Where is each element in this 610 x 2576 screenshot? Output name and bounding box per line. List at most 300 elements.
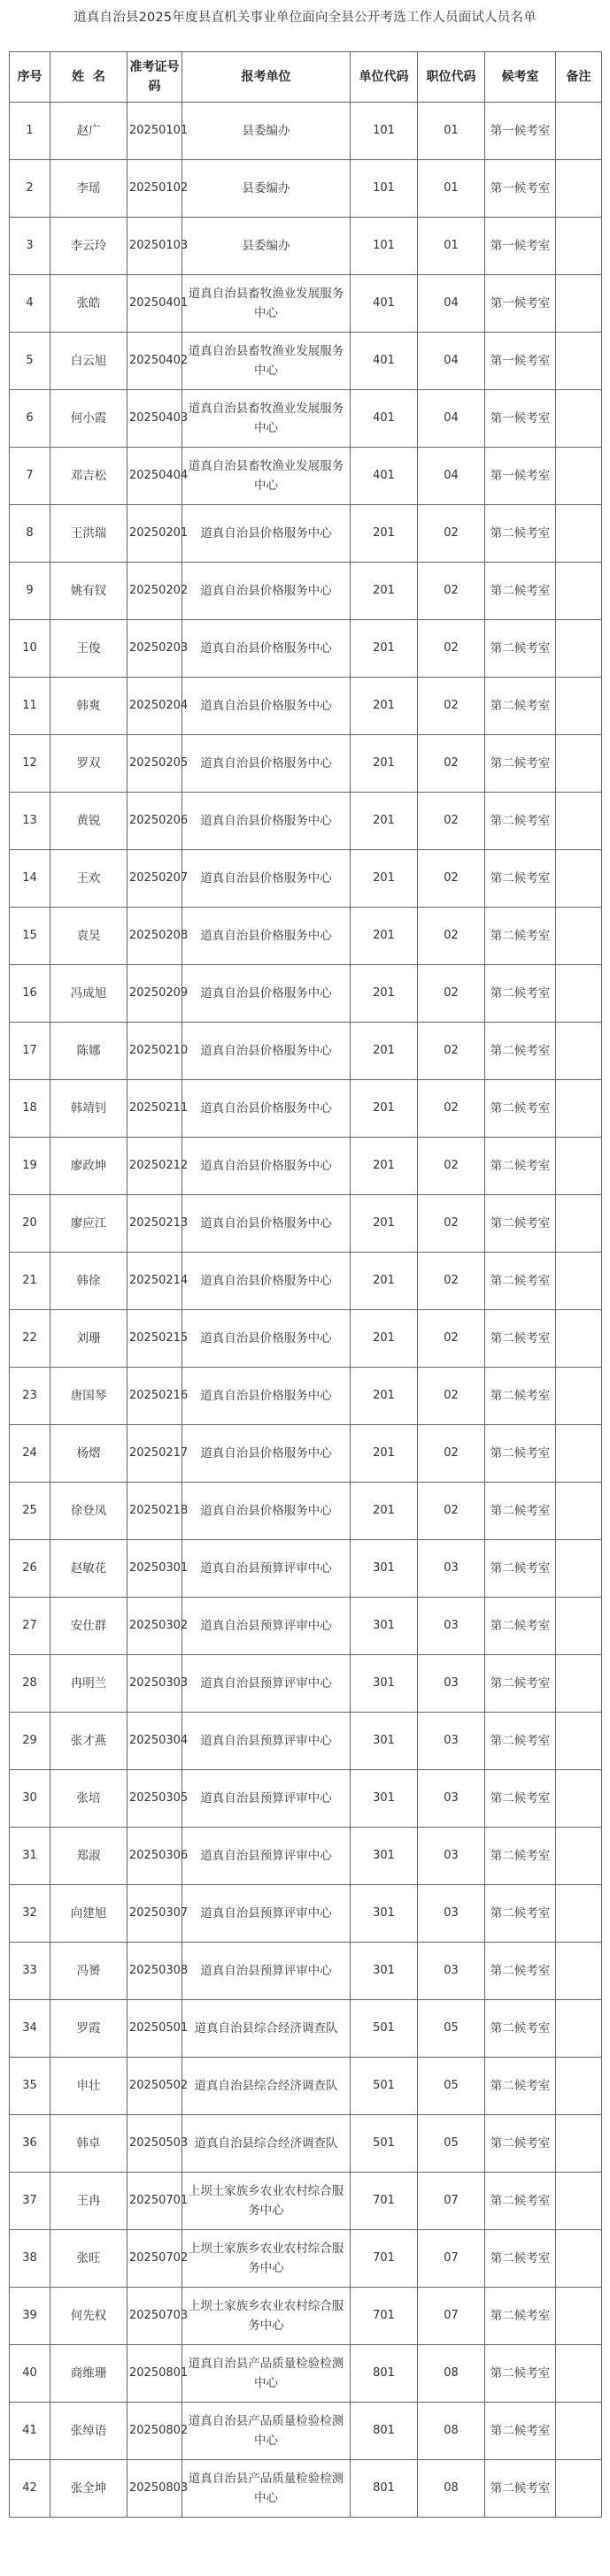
cell-position-code: 03 — [418, 1770, 485, 1828]
cell-remarks — [556, 965, 602, 1023]
cell-unit-code: 201 — [351, 793, 418, 850]
page-title: 道真自治县2025年度县直机关事业单位面向全县公开考选工作人员面试人员名单 — [73, 11, 537, 25]
cell-waiting-room: 第二候考室 — [485, 2403, 556, 2460]
cell-name: 张才燕 — [50, 1713, 127, 1770]
cell-exam-number: 20250102 — [127, 160, 182, 218]
cell-serial: 22 — [10, 1310, 50, 1368]
cell-unit-code: 401 — [351, 448, 418, 505]
cell-remarks — [556, 1828, 602, 1885]
cell-applied-unit: 道真自治县产品质量检验检测中心 — [182, 2345, 351, 2403]
cell-name: 韩徐 — [50, 1253, 127, 1310]
cell-name: 邓吉松 — [50, 448, 127, 505]
table-row — [10, 1655, 602, 1713]
cell-serial: 39 — [10, 2288, 50, 2345]
cell-remarks — [556, 1655, 602, 1713]
cell-applied-unit: 道真自治县价格服务中心 — [182, 505, 351, 563]
cell-waiting-room: 第一候考室 — [485, 448, 556, 505]
cell-applied-unit: 道真自治县价格服务中心 — [182, 1483, 351, 1540]
cell-position-code: 02 — [418, 1023, 485, 1080]
cell-remarks — [556, 1713, 602, 1770]
cell-name: 罗双 — [50, 735, 127, 793]
cell-remarks — [556, 2000, 602, 2058]
table-row — [10, 620, 602, 678]
cell-waiting-room: 第二候考室 — [485, 1023, 556, 1080]
table-row — [10, 793, 602, 850]
cell-serial: 15 — [10, 908, 50, 965]
cell-position-code: 02 — [418, 1425, 485, 1483]
cell-applied-unit: 道真自治县价格服务中心 — [182, 1253, 351, 1310]
cell-remarks — [556, 2403, 602, 2460]
cell-position-code: 07 — [418, 2173, 485, 2230]
cell-position-code: 04 — [418, 275, 485, 333]
cell-applied-unit: 道真自治县价格服务中心 — [182, 1425, 351, 1483]
cell-waiting-room: 第二候考室 — [485, 1080, 556, 1138]
table-row — [10, 275, 602, 333]
cell-serial: 20 — [10, 1195, 50, 1253]
cell-position-code: 07 — [418, 2288, 485, 2345]
cell-exam-number: 20250303 — [127, 1655, 182, 1713]
table-row — [10, 2058, 602, 2115]
cell-serial: 38 — [10, 2230, 50, 2288]
table-row — [10, 2115, 602, 2173]
cell-unit-code: 101 — [351, 160, 418, 218]
cell-exam-number: 20250202 — [127, 563, 182, 620]
cell-remarks — [556, 505, 602, 563]
table-row — [10, 1310, 602, 1368]
cell-unit-code: 301 — [351, 1885, 418, 1943]
cell-exam-number: 20250218 — [127, 1483, 182, 1540]
cell-name: 刘珊 — [50, 1310, 127, 1368]
cell-serial: 29 — [10, 1713, 50, 1770]
cell-name: 王洪瑞 — [50, 505, 127, 563]
cell-unit-code: 301 — [351, 1540, 418, 1598]
cell-serial: 37 — [10, 2173, 50, 2230]
header-unit-code: 单位代码 — [351, 52, 418, 103]
header-waiting-room: 候考室 — [485, 52, 556, 103]
cell-serial: 25 — [10, 1483, 50, 1540]
cell-serial: 33 — [10, 1943, 50, 2000]
cell-unit-code: 201 — [351, 1080, 418, 1138]
cell-position-code: 03 — [418, 1943, 485, 2000]
cell-waiting-room: 第二候考室 — [485, 2288, 556, 2345]
cell-unit-code: 201 — [351, 563, 418, 620]
cell-applied-unit: 道真自治县价格服务中心 — [182, 735, 351, 793]
cell-waiting-room: 第一候考室 — [485, 275, 556, 333]
cell-applied-unit: 道真自治县价格服务中心 — [182, 850, 351, 908]
table-row — [10, 1943, 602, 2000]
cell-applied-unit: 道真自治县价格服务中心 — [182, 793, 351, 850]
cell-serial: 10 — [10, 620, 50, 678]
cell-name: 商维珊 — [50, 2345, 127, 2403]
cell-unit-code: 701 — [351, 2230, 418, 2288]
table-row — [10, 390, 602, 448]
cell-remarks — [556, 2115, 602, 2173]
cell-unit-code: 801 — [351, 2403, 418, 2460]
cell-name: 何小霞 — [50, 390, 127, 448]
cell-position-code: 03 — [418, 1885, 485, 1943]
cell-waiting-room: 第二候考室 — [485, 505, 556, 563]
cell-name: 廖应江 — [50, 1195, 127, 1253]
table-row — [10, 1483, 602, 1540]
cell-remarks — [556, 1023, 602, 1080]
cell-position-code: 08 — [418, 2345, 485, 2403]
cell-waiting-room: 第二候考室 — [485, 793, 556, 850]
interview-roster-table — [9, 51, 602, 2518]
cell-exam-number: 20250217 — [127, 1425, 182, 1483]
cell-position-code: 02 — [418, 965, 485, 1023]
cell-serial: 34 — [10, 2000, 50, 2058]
cell-waiting-room: 第二候考室 — [485, 965, 556, 1023]
cell-position-code: 04 — [418, 390, 485, 448]
cell-unit-code: 201 — [351, 908, 418, 965]
cell-exam-number: 20250305 — [127, 1770, 182, 1828]
cell-serial: 1 — [10, 103, 50, 160]
table-row — [10, 333, 602, 390]
cell-name: 张皓 — [50, 275, 127, 333]
cell-waiting-room: 第二候考室 — [485, 1253, 556, 1310]
cell-unit-code: 301 — [351, 1828, 418, 1885]
cell-name: 赵广 — [50, 103, 127, 160]
cell-applied-unit: 道真自治县价格服务中心 — [182, 1023, 351, 1080]
table-row — [10, 678, 602, 735]
cell-exam-number: 20250204 — [127, 678, 182, 735]
cell-applied-unit: 道真自治县价格服务中心 — [182, 908, 351, 965]
cell-serial: 24 — [10, 1425, 50, 1483]
table-header-row — [10, 52, 602, 103]
cell-waiting-room: 第二候考室 — [485, 563, 556, 620]
cell-remarks — [556, 1195, 602, 1253]
cell-waiting-room: 第二候考室 — [485, 2230, 556, 2288]
cell-unit-code: 201 — [351, 850, 418, 908]
cell-position-code: 03 — [418, 1828, 485, 1885]
cell-serial: 9 — [10, 563, 50, 620]
cell-remarks — [556, 850, 602, 908]
cell-remarks — [556, 1425, 602, 1483]
cell-serial: 26 — [10, 1540, 50, 1598]
cell-remarks — [556, 1368, 602, 1425]
cell-exam-number: 20250211 — [127, 1080, 182, 1138]
cell-position-code: 02 — [418, 1138, 485, 1195]
cell-serial: 23 — [10, 1368, 50, 1425]
cell-remarks — [556, 793, 602, 850]
cell-unit-code: 101 — [351, 103, 418, 160]
cell-serial: 5 — [10, 333, 50, 390]
cell-waiting-room: 第二候考室 — [485, 735, 556, 793]
cell-unit-code: 201 — [351, 1425, 418, 1483]
cell-unit-code: 801 — [351, 2460, 418, 2518]
table-row — [10, 448, 602, 505]
table-row — [10, 1713, 602, 1770]
table-row — [10, 1770, 602, 1828]
cell-position-code: 01 — [418, 160, 485, 218]
cell-unit-code: 101 — [351, 218, 418, 275]
cell-applied-unit: 道真自治县畜牧渔业发展服务中心 — [182, 390, 351, 448]
cell-name: 冯赟 — [50, 1943, 127, 2000]
cell-waiting-room: 第二候考室 — [485, 1713, 556, 1770]
cell-position-code: 03 — [418, 1598, 485, 1655]
table-row — [10, 735, 602, 793]
cell-position-code: 02 — [418, 505, 485, 563]
table-row — [10, 218, 602, 275]
cell-exam-number: 20250801 — [127, 2345, 182, 2403]
cell-name: 王欢 — [50, 850, 127, 908]
cell-remarks — [556, 333, 602, 390]
cell-exam-number: 20250207 — [127, 850, 182, 908]
cell-serial: 40 — [10, 2345, 50, 2403]
cell-name: 申壮 — [50, 2058, 127, 2115]
cell-remarks — [556, 2288, 602, 2345]
cell-remarks — [556, 563, 602, 620]
header-applied-unit: 报考单位 — [182, 52, 351, 103]
cell-applied-unit: 道真自治县综合经济调查队 — [182, 2115, 351, 2173]
cell-unit-code: 401 — [351, 390, 418, 448]
cell-exam-number: 20250703 — [127, 2288, 182, 2345]
cell-exam-number: 20250212 — [127, 1138, 182, 1195]
table-row — [10, 1368, 602, 1425]
table-row — [10, 1080, 602, 1138]
cell-exam-number: 20250203 — [127, 620, 182, 678]
cell-serial: 35 — [10, 2058, 50, 2115]
table-row — [10, 103, 602, 160]
cell-waiting-room: 第二候考室 — [485, 2000, 556, 2058]
cell-applied-unit: 道真自治县预算评审中心 — [182, 1770, 351, 1828]
cell-exam-number: 20250501 — [127, 2000, 182, 2058]
cell-remarks — [556, 1138, 602, 1195]
cell-remarks — [556, 1540, 602, 1598]
cell-exam-number: 20250210 — [127, 1023, 182, 1080]
cell-name: 黄锐 — [50, 793, 127, 850]
cell-serial: 13 — [10, 793, 50, 850]
cell-name: 袁昊 — [50, 908, 127, 965]
cell-exam-number: 20250209 — [127, 965, 182, 1023]
cell-name: 李瑶 — [50, 160, 127, 218]
cell-position-code: 02 — [418, 1368, 485, 1425]
cell-serial: 17 — [10, 1023, 50, 1080]
cell-exam-number: 20250215 — [127, 1310, 182, 1368]
cell-name: 冉明兰 — [50, 1655, 127, 1713]
cell-waiting-room: 第二候考室 — [485, 850, 556, 908]
cell-remarks — [556, 1885, 602, 1943]
cell-position-code: 02 — [418, 793, 485, 850]
cell-exam-number: 20250503 — [127, 2115, 182, 2173]
cell-waiting-room: 第二候考室 — [485, 2345, 556, 2403]
cell-exam-number: 20250201 — [127, 505, 182, 563]
cell-remarks — [556, 735, 602, 793]
cell-waiting-room: 第一候考室 — [485, 218, 556, 275]
cell-position-code: 08 — [418, 2403, 485, 2460]
cell-serial: 14 — [10, 850, 50, 908]
cell-serial: 16 — [10, 965, 50, 1023]
cell-unit-code: 301 — [351, 1598, 418, 1655]
table-row — [10, 505, 602, 563]
cell-applied-unit: 道真自治县价格服务中心 — [182, 965, 351, 1023]
cell-exam-number: 20250216 — [127, 1368, 182, 1425]
cell-unit-code: 201 — [351, 1483, 418, 1540]
cell-name: 何先权 — [50, 2288, 127, 2345]
header-name: 姓 名 — [50, 52, 127, 103]
cell-remarks — [556, 1483, 602, 1540]
cell-applied-unit: 上坝土家族乡农业农村综合服务中心 — [182, 2288, 351, 2345]
cell-unit-code: 401 — [351, 275, 418, 333]
cell-applied-unit: 道真自治县预算评审中心 — [182, 1540, 351, 1598]
table-row — [10, 2345, 602, 2403]
cell-exam-number: 20250208 — [127, 908, 182, 965]
cell-applied-unit: 道真自治县预算评审中心 — [182, 1885, 351, 1943]
cell-serial: 19 — [10, 1138, 50, 1195]
cell-remarks — [556, 1080, 602, 1138]
cell-name: 白云旭 — [50, 333, 127, 390]
cell-unit-code: 701 — [351, 2173, 418, 2230]
cell-waiting-room: 第二候考室 — [485, 1138, 556, 1195]
cell-exam-number: 20250701 — [127, 2173, 182, 2230]
cell-applied-unit: 道真自治县产品质量检验检测中心 — [182, 2460, 351, 2518]
cell-unit-code: 201 — [351, 620, 418, 678]
cell-exam-number: 20250802 — [127, 2403, 182, 2460]
cell-applied-unit: 道真自治县价格服务中心 — [182, 1138, 351, 1195]
cell-serial: 8 — [10, 505, 50, 563]
cell-serial: 32 — [10, 1885, 50, 1943]
cell-name: 郑淑 — [50, 1828, 127, 1885]
cell-exam-number: 20250306 — [127, 1828, 182, 1885]
cell-unit-code: 201 — [351, 965, 418, 1023]
cell-remarks — [556, 1770, 602, 1828]
cell-name: 韩卓 — [50, 2115, 127, 2173]
table-row — [10, 1023, 602, 1080]
cell-serial: 27 — [10, 1598, 50, 1655]
cell-waiting-room: 第二候考室 — [485, 620, 556, 678]
cell-remarks — [556, 103, 602, 160]
cell-exam-number: 20250404 — [127, 448, 182, 505]
cell-remarks — [556, 2460, 602, 2518]
cell-waiting-room: 第二候考室 — [485, 1310, 556, 1368]
cell-position-code: 03 — [418, 1655, 485, 1713]
cell-applied-unit: 上坝土家族乡农业农村综合服务中心 — [182, 2230, 351, 2288]
header-position-code: 职位代码 — [418, 52, 485, 103]
cell-unit-code: 301 — [351, 1943, 418, 2000]
cell-position-code: 04 — [418, 333, 485, 390]
cell-remarks — [556, 2345, 602, 2403]
cell-name: 唐国琴 — [50, 1368, 127, 1425]
cell-remarks — [556, 1943, 602, 2000]
cell-waiting-room: 第一候考室 — [485, 333, 556, 390]
cell-applied-unit: 道真自治县畜牧渔业发展服务中心 — [182, 333, 351, 390]
cell-applied-unit: 县委编办 — [182, 160, 351, 218]
cell-waiting-room: 第二候考室 — [485, 1828, 556, 1885]
cell-unit-code: 401 — [351, 333, 418, 390]
cell-name: 廖政坤 — [50, 1138, 127, 1195]
cell-waiting-room: 第二候考室 — [485, 908, 556, 965]
cell-unit-code: 201 — [351, 1253, 418, 1310]
cell-serial: 7 — [10, 448, 50, 505]
cell-serial: 6 — [10, 390, 50, 448]
cell-serial: 2 — [10, 160, 50, 218]
cell-remarks — [556, 160, 602, 218]
cell-name: 张绰语 — [50, 2403, 127, 2460]
cell-waiting-room: 第二候考室 — [485, 2115, 556, 2173]
cell-position-code: 01 — [418, 218, 485, 275]
cell-position-code: 02 — [418, 678, 485, 735]
cell-unit-code: 201 — [351, 505, 418, 563]
cell-name: 陈娜 — [50, 1023, 127, 1080]
cell-serial: 30 — [10, 1770, 50, 1828]
cell-waiting-room: 第二候考室 — [485, 2460, 556, 2518]
cell-unit-code: 701 — [351, 2288, 418, 2345]
table-row — [10, 1195, 602, 1253]
cell-applied-unit: 道真自治县价格服务中心 — [182, 620, 351, 678]
cell-waiting-room: 第二候考室 — [485, 1885, 556, 1943]
table-row — [10, 2173, 602, 2230]
cell-waiting-room: 第一候考室 — [485, 160, 556, 218]
cell-exam-number: 20250205 — [127, 735, 182, 793]
cell-waiting-room: 第二候考室 — [485, 1943, 556, 2000]
cell-applied-unit: 道真自治县价格服务中心 — [182, 1310, 351, 1368]
cell-waiting-room: 第二候考室 — [485, 2173, 556, 2230]
cell-remarks — [556, 390, 602, 448]
cell-unit-code: 201 — [351, 1368, 418, 1425]
cell-position-code: 02 — [418, 908, 485, 965]
cell-position-code: 02 — [418, 735, 485, 793]
cell-exam-number: 20250103 — [127, 218, 182, 275]
cell-unit-code: 201 — [351, 1195, 418, 1253]
cell-position-code: 02 — [418, 1253, 485, 1310]
cell-applied-unit: 道真自治县价格服务中心 — [182, 563, 351, 620]
cell-position-code: 04 — [418, 448, 485, 505]
cell-applied-unit: 道真自治县预算评审中心 — [182, 1713, 351, 1770]
cell-exam-number: 20250401 — [127, 275, 182, 333]
cell-waiting-room: 第二候考室 — [485, 1483, 556, 1540]
cell-exam-number: 20250702 — [127, 2230, 182, 2288]
cell-serial: 3 — [10, 218, 50, 275]
cell-remarks — [556, 218, 602, 275]
cell-position-code: 01 — [418, 103, 485, 160]
cell-position-code: 05 — [418, 2000, 485, 2058]
cell-applied-unit: 道真自治县预算评审中心 — [182, 1655, 351, 1713]
cell-unit-code: 301 — [351, 1770, 418, 1828]
header-remarks: 备注 — [556, 52, 602, 103]
table-row — [10, 2288, 602, 2345]
table-row — [10, 1540, 602, 1598]
header-serial: 序号 — [10, 52, 50, 103]
cell-remarks — [556, 2058, 602, 2115]
table-row — [10, 2230, 602, 2288]
cell-waiting-room: 第二候考室 — [485, 1598, 556, 1655]
cell-unit-code: 501 — [351, 2058, 418, 2115]
cell-exam-number: 20250403 — [127, 390, 182, 448]
table-row — [10, 1253, 602, 1310]
table-row — [10, 563, 602, 620]
table-row — [10, 2460, 602, 2518]
cell-name: 李云玲 — [50, 218, 127, 275]
cell-remarks — [556, 908, 602, 965]
table-row — [10, 965, 602, 1023]
cell-applied-unit: 道真自治县价格服务中心 — [182, 1195, 351, 1253]
cell-unit-code: 201 — [351, 678, 418, 735]
cell-position-code: 08 — [418, 2460, 485, 2518]
cell-remarks — [556, 2173, 602, 2230]
cell-waiting-room: 第二候考室 — [485, 678, 556, 735]
cell-position-code: 03 — [418, 1713, 485, 1770]
table-row — [10, 908, 602, 965]
cell-serial: 12 — [10, 735, 50, 793]
cell-exam-number: 20250304 — [127, 1713, 182, 1770]
cell-serial: 31 — [10, 1828, 50, 1885]
cell-applied-unit: 上坝土家族乡农业农村综合服务中心 — [182, 2173, 351, 2230]
cell-position-code: 03 — [418, 1540, 485, 1598]
cell-name: 王冉 — [50, 2173, 127, 2230]
cell-position-code: 02 — [418, 563, 485, 620]
cell-remarks — [556, 1253, 602, 1310]
cell-exam-number: 20250307 — [127, 1885, 182, 1943]
